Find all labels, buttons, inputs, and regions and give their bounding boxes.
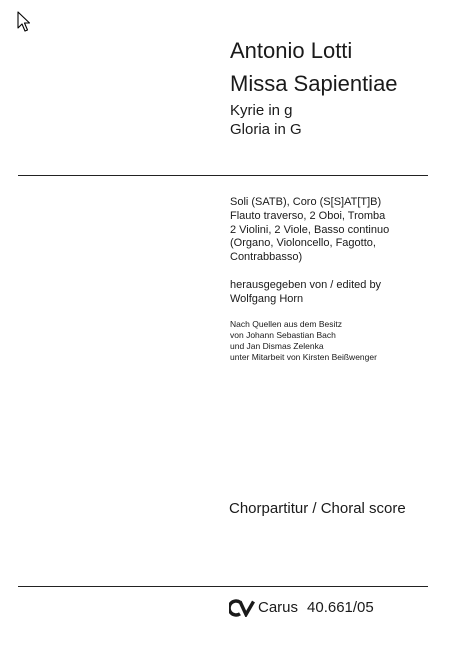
editor-name: Wolfgang Horn [230,292,304,305]
editor-credit-label: herausgegeben von / edited by [230,279,382,291]
sources-line: Nach Quellen aus dem Besitz [230,319,342,329]
editor-block [230,279,381,307]
carus-logo-icon [229,599,255,617]
scoring-block [230,196,389,265]
scoring-line: Contrabbasso) [230,251,303,264]
publisher-name: Carus [258,599,299,616]
mouse-pointer-icon [17,11,31,33]
publisher-block [229,597,374,619]
sources-line: unter Mitarbeit von Kirsten Beißwenger [230,352,377,362]
scoring-line: 2 Violini, 2 Viole, Basso continuo [230,223,390,236]
scoring-line: (Organo, Violoncello, Fagotto, [230,237,376,250]
sources-note [230,319,377,363]
subtitle-kyrie: Kyrie in g [230,102,293,119]
subtitle-gloria: Gloria in G [230,121,302,138]
sources-line: und Jan Dismas Zelenka [230,341,324,351]
score-type-label: Chorpartitur / Choral score [229,500,406,517]
scoring-line: Soli (SATB), Coro (S[S]AT[T]B) [230,196,382,208]
top-divider [18,175,428,176]
bottom-divider [18,586,428,587]
catalog-number: 40.661/05 [307,599,374,616]
sources-line: von Johann Sebastian Bach [230,330,336,340]
scoring-line: Flauto traverso, 2 Oboi, Tromba [230,209,386,222]
composer-name: Antonio Lotti [230,38,353,63]
work-title: Missa Sapientiae [230,71,398,96]
